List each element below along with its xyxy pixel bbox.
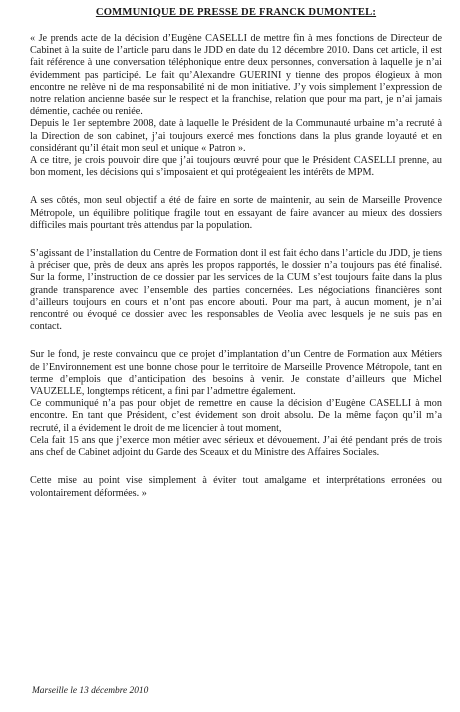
signature-date: Marseille le 13 décembre 2010 xyxy=(32,686,149,696)
spacer xyxy=(30,179,442,195)
paragraph-communique: Ce communiqué n’a pas pour objet de remettre en cause la décision d’Eugène CASELLI à mon encontre. En tant que Président, c’est évidement son droit absolu. De la même façon qu’il m’a recruté, il a évidement le droit de me licencier à tout moment, xyxy=(30,398,442,434)
paragraph-closing: Cette mise au point vise simplement à éviter tout amalgame et interprétations erronées ou volontairement déformées. » xyxy=(30,475,442,499)
document-title: COMMUNIQUE DE PRESSE DE FRANCK DUMONTEL: xyxy=(95,7,377,18)
paragraph-training-centre: S’agissant de l’installation du Centre de Formation dont il est fait écho dans l’article du JDD, je tiens à préciser que, près de deux ans après les propos rapportés, le dossier n’a toujours pas été finalisé. Sur la forme, l’instruction de ce dossier par les services de la CUM s’est toujours faite dans la plus grande transparence avec l’ensemble des parties concernées. Les négociations financières sont d’ailleurs toujours en cours et n’ont pas encore abouti. Pour ma part, à aucun moment, je n’ai rencontré ou évoqué ce dossier avec les responsables de Veolia avec lesquels je ne suis pas en contact. xyxy=(30,248,442,333)
spacer xyxy=(30,333,442,349)
paragraph-project: Sur le fond, je reste convaincu que ce projet d’implantation d’un Centre de Formation aux Métiers de l’Environnement est une bonne chose pour le territoire de Marseille Provence Métropole, tant en terme d’emplois que d’anticipation des besoins à venir. Je constate d’ailleurs que Michel VAUZELLE, longtemps réticent, a fini par l’admettre également. xyxy=(30,349,442,398)
paragraph-decision: « Je prends acte de la décision d’Eugène CASELLI de mettre fin à mes fonctions de Directeur de Cabinet à la suite de l’article paru dans le JDD en date du 12 décembre 2010. Dans cet article, il est fait référence à une conversation téléphonique entre deux personnes, conversation à laquelle je n’ai évidemment pas participé. Le fait qu’Alexandre GUERINI y tienne des propos élogieux à mon encontre ne relève ni de ma responsabilité ni de mon initiative. J’y vois simplement l’expression de notre relation ancienne basée sur le respect et la franchise, relation que pour ma part, je n’ai jamais démentie, cachée ou reniée. xyxy=(30,33,442,118)
spacer xyxy=(30,459,442,475)
paragraph-career: Cela fait 15 ans que j’exerce mon métier avec sérieux et dévouement. J’ai été pendant prés de trois ans chef de Cabinet adjoint du Garde des Sceaux et du Ministre des Affaires Sociales. xyxy=(30,434,442,459)
paragraph-a-ce-titre: A ce titre, je crois pouvoir dire que j’ai toujours œuvré pour que le Président CASELLI prenne, au bon moment, les décisions qui s’imposaient et qui protégeaient les intérêts de MPM. xyxy=(30,155,442,179)
paragraph-objective: A ses côtés, mon seul objectif a été de faire en sorte de maintenir, au sein de Marseille Provence Métropole, un équilibre politique fragile tout en essayant de faire avancer au mieux des dossiers difficiles mais pourtant très attendus par la population. xyxy=(30,195,442,231)
paragraph-since-2008: Depuis le 1er septembre 2008, date à laquelle le Président de la Communauté urbaine m’a recruté à la Direction de son cabinet, j’ai toujours exercé mes fonctions dans la plus grande loyauté et en considérant qu’il était mon seul et unique « Patron ». xyxy=(30,118,442,154)
spacer xyxy=(30,232,442,248)
